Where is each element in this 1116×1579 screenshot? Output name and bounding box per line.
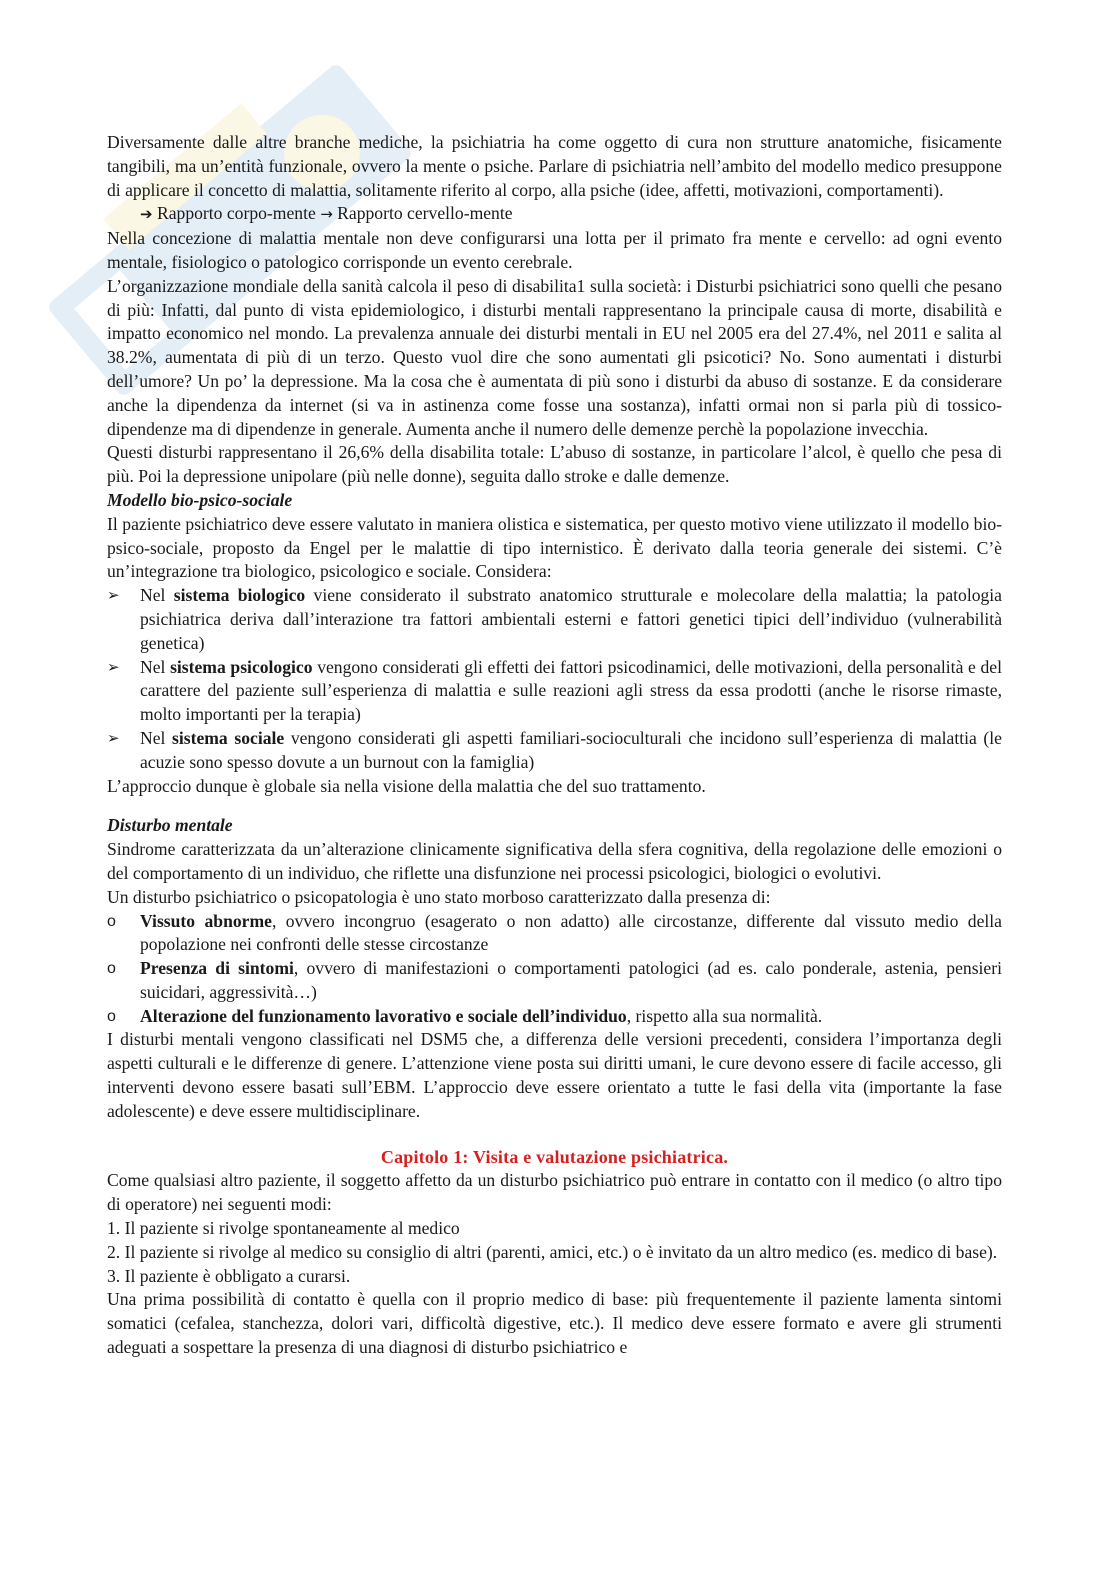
list-item (107, 1005, 1002, 1029)
item-text: , rispetto alla sua normalità. (626, 1005, 823, 1026)
intro-paragraph-2: Nella concezione di malattia mentale non deve configurarsi una lotta per il primato fra mente e cervello: ad ogni evento mentale, fisiologico o patologico corrisponde un evento cerebrale. (107, 228, 1002, 272)
chapter-title: Capitolo 1: Visita e valutazione psichiatrica. (380, 1146, 729, 1167)
disturbo-heading: Disturbo mentale (107, 815, 233, 836)
biopsico-paragraph-1: Il paziente psichiatrico deve essere valutato in maniera olistica e sistematica, per questo motivo viene utilizzato il modello bio-psico-sociale, proposto da Engel per le malattie di tipo internistico. È derivato dalla teoria generale dei sistemi. C’è un’integrazione tra biologico, psicologico e sociale. Considera: (107, 513, 1002, 582)
arrow-bullet-icon: ➢ (107, 728, 120, 747)
item-bold: sistema sociale (172, 727, 285, 748)
item-text: , ovvero di manifestazioni o comportamenti patologici (ad es. calo ponderale, astenia, pensieri suicidari, aggressività…) (140, 958, 1002, 1002)
biopsico-heading: Modello bio-psico-sociale (107, 489, 293, 510)
item-bold: Presenza di sintomi (140, 958, 294, 979)
thin-arrow-icon: → (320, 205, 333, 224)
circle-bullet-icon: o (107, 960, 116, 978)
item-prefix: Nel (140, 585, 174, 606)
item-text: viene considerato il substrato anatomico strutturale e molecolare della malattia; la patologia psichiatrica deriva dall’interazione tra fattori ambientali esterni e fattori genetici tipici dell’individuo (vulnerabilità genetica) (140, 585, 1002, 653)
document-page (107, 131, 1002, 1360)
item-bold: Alterazione del funzionamento lavorativo e sociale dell’individuo (140, 1005, 627, 1026)
item-text: vengono considerati gli aspetti familiari-socioculturali che incidono sull’esperienza di malattia (le acuzie sono spesso dovute a un burnout con la famiglia) (140, 727, 1002, 772)
intro-paragraph-1: Diversamente dalle altre branche mediche, la psichiatria ha come oggetto di cura non strutture anatomiche, fisicamente tangibili, ma un’entità funzionale, ovvero la mente o psiche. Parlare di psichiatria nell’ambito del modello medico presuppone di applicare il concetto di malattia, solitamente riferito al corpo, alla psiche (idee, affetti, motivazioni, comportamenti). (107, 132, 1002, 200)
circle-bullet-icon: o (107, 1007, 116, 1025)
item-prefix: Nel (140, 656, 171, 677)
item-bold: Vissuto abnorme (140, 910, 272, 931)
biopsico-list (107, 584, 1002, 774)
list-item (107, 957, 1002, 1005)
disturbo-list (107, 910, 1002, 1029)
arrow-bullet-icon: ➢ (107, 657, 120, 676)
arrow-bullet-icon: ➢ (107, 586, 120, 605)
chapter-list-line-1: 1. Il paziente si rivolge spontaneamente al medico (107, 1218, 460, 1239)
bold-arrow-icon: ➔ (140, 205, 153, 224)
disturbo-paragraph-1: Sindrome caratterizzata da un’alterazione clinicamente significativa della sfera cognitiva, della regolazione delle emozioni o del comportamento di un individuo, che riflette una disfunzione nei processi psicologici, biologici o evolutivi. (107, 839, 1002, 883)
chapter-paragraph-1: Come qualsiasi altro paziente, il soggetto affetto da un disturbo psichiatrico può entrare in contatto con il medico (o altro tipo di operatore) nei seguenti modi: (107, 1170, 1002, 1215)
item-text: , ovvero incongruo (esagerato o non adatto) alle circostanze, differente dal vissuto medio della popolazione nei confronti delle stesse circostanze (140, 910, 1002, 955)
arrow-text-a: Rapporto corpo-mente (156, 203, 316, 224)
item-text: vengono considerati gli effetti dei fattori psicodinamici, delle motivazioni, della personalità e del carattere del paziente sull’esperienza di malattia e sulle reazioni agli stress da essa prodotti (anche le risorse rimaste, molto importanti per la terapia) (140, 656, 1002, 725)
list-item (107, 584, 1002, 655)
item-prefix: Nel (140, 727, 173, 748)
item-bold: sistema psicologico (170, 656, 313, 677)
list-item (107, 656, 1002, 727)
intro-paragraph-4: Questi disturbi rappresentano il 26,6% della disabilita totale: L’abuso di sostanze, in particolare l’alcol, è quello che pesa di più. Poi la depressione unipolare (più nelle donne), seguita dallo stroke e dalle demenze. (107, 442, 1002, 487)
biopsico-paragraph-2: L’approccio dunque è globale sia nella visione della malattia che del suo trattamento. (107, 775, 706, 796)
item-bold: sistema biologico (173, 585, 306, 606)
chapter-list-line-3: 3. Il paziente è obbligato a curarsi. (107, 1265, 351, 1286)
list-item (107, 910, 1002, 958)
circle-bullet-icon: o (107, 912, 116, 930)
intro-paragraph-3: L’organizzazione mondiale della sanità calcola il peso di disabilita1 sulla società: i Disturbi psichiatrici sono quelli che pesano di più: Infatti, dal punto di vista epidemiologico, i disturbi mentali rappresentano la principale causa di morte, disabilità e impatto economico nel mondo. La prevalenza annuale dei disturbi mentali in EU nel 2005 era del 27.4%, nel 2011 e salita al 38.2%, aumentata di più di un terzo. Questo vuol dire che sono aumentati gli psicotici? No. Sono aumentati i disturbi dell’umore? Un po’ la depressione. Ma la cosa che è aumentata di più sono i disturbi da abuso di sostanze. E da considerare anche la dipendenza da internet (si va in astinenza come fosse una sostanza), infatti ormai non si parla più di tossico-dipendenze ma di dipendenze in generale. Aumenta anche il numero delle demenze perchè la popolazione invecchia. (107, 275, 1002, 439)
arrow-line (107, 202, 1002, 227)
chapter-paragraph-2: Una prima possibilità di contatto è quella con il proprio medico di base: più frequentemente il paziente lamenta sintomi somatici (cefalea, stanchezza, dolori vari, difficoltà digestive, etc.). Il medico deve essere formato e avere gli strumenti adeguati a sospettare la presenza di una diagnosi di disturbo psichiatrico e (107, 1289, 1002, 1358)
arrow-text-b: Rapporto cervello-mente (337, 203, 513, 224)
chapter-list-line-2: 2. Il paziente si rivolge al medico su consiglio di altri (parenti, amici, etc.) o è invitato da un altro medico (es. medico di base). (107, 1241, 998, 1262)
disturbo-paragraph-2: Un disturbo psichiatrico o psicopatologia è uno stato morboso caratterizzato dalla presenza di: (107, 886, 771, 907)
disturbo-paragraph-3: I disturbi mentali vengono classificati nel DSM5 che, a differenza delle versioni precedenti, considera l’importanza degli aspetti culturali e le differenze di genere. L’attenzione viene posta sui diritti umani, le cure devono essere di facile accesso, gli interventi devono essere basati sull’EBM. L’approccio deve essere orientato a tutte le fasi della vita (importante la fase adolescente) e deve essere multidisciplinare. (107, 1029, 1002, 1121)
list-item (107, 727, 1002, 775)
